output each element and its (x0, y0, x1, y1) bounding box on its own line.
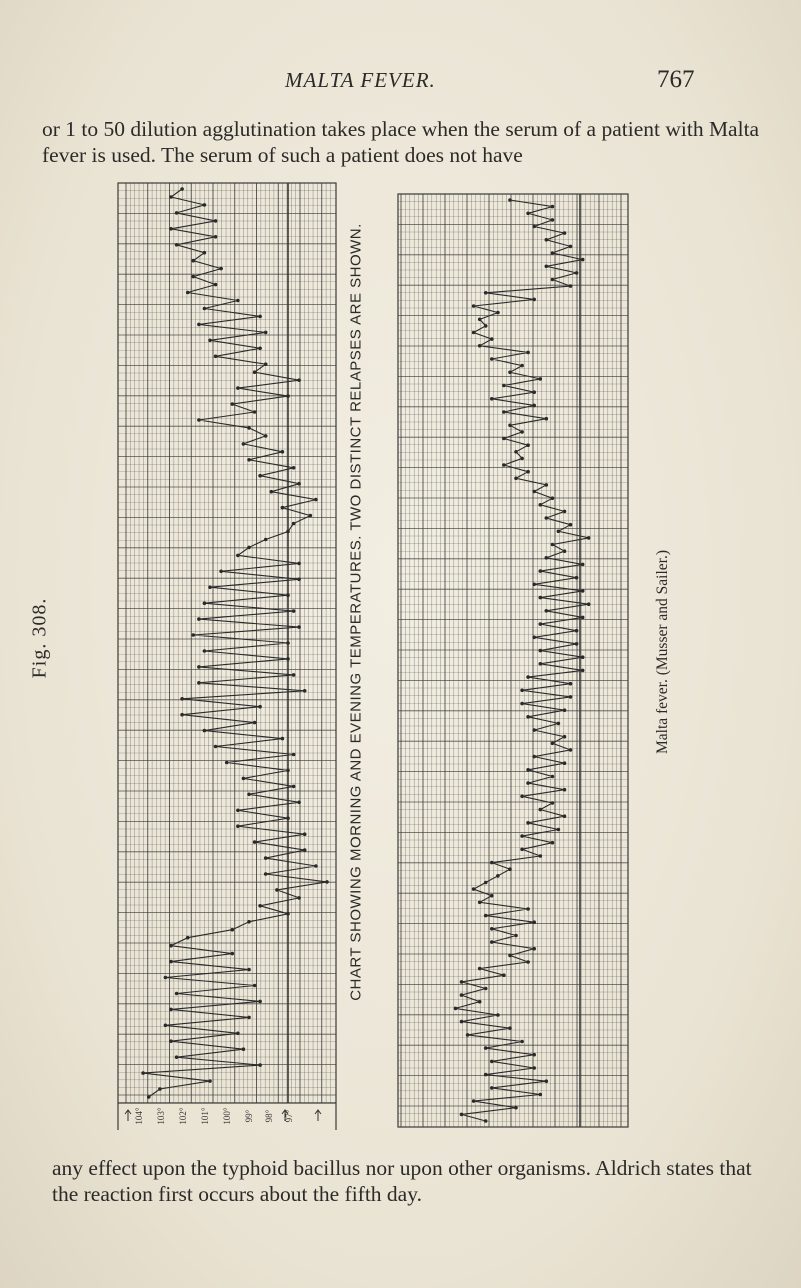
temperature-point (264, 856, 268, 860)
temperature-point (292, 753, 296, 757)
axis-tick-label: 99° (244, 1109, 254, 1123)
body-paragraph-top: or 1 to 50 dilution agglutination takes place when the serum of a patient with Malta fever is used. The serum of such a patient does not have (42, 117, 760, 167)
temperature-point (563, 814, 567, 818)
temperature-point (192, 259, 196, 263)
temperature-point (532, 490, 536, 494)
temperature-point (186, 936, 190, 940)
temperature-point (484, 1073, 488, 1077)
temperature-point (545, 417, 549, 421)
temperature-point (214, 283, 218, 287)
temperature-point (551, 251, 555, 255)
temperature-point (281, 737, 285, 741)
temperature-point (484, 1119, 488, 1123)
temperature-point (147, 1095, 151, 1099)
temperature-point (532, 298, 536, 302)
temperature-point (208, 585, 212, 589)
temperature-point (545, 238, 549, 242)
temperature-point (484, 914, 488, 918)
temperature-point (539, 1093, 543, 1097)
temperature-point (551, 775, 555, 779)
temperature-point (532, 1066, 536, 1070)
temperature-point (472, 1099, 476, 1103)
temperature-point (575, 629, 579, 633)
temperature-point (539, 377, 543, 381)
temperature-point (563, 761, 567, 765)
temperature-point (569, 682, 573, 686)
temperature-point (247, 426, 251, 430)
temperature-point (551, 278, 555, 282)
temperature-point (520, 430, 524, 434)
temperature-point (175, 1055, 179, 1059)
temperature-point (192, 275, 196, 279)
temperature-point (214, 235, 218, 239)
temperature-point (508, 954, 512, 958)
axis-tick-label: 103° (156, 1107, 166, 1125)
temperature-point (203, 251, 207, 255)
temperature-point (180, 187, 184, 191)
temperature-point (526, 768, 530, 772)
temperature-point (520, 689, 524, 693)
temperature-point (551, 218, 555, 222)
temperature-point (539, 622, 543, 626)
temperature-point (292, 609, 296, 613)
temperature-point (192, 633, 196, 637)
temperature-point (286, 769, 290, 773)
temperature-point (169, 195, 173, 199)
temperature-point (292, 522, 296, 526)
temperature-point (281, 506, 285, 510)
temperature-point (286, 657, 290, 661)
temperature-point (508, 424, 512, 428)
temperature-point (314, 498, 318, 502)
temperature-point (225, 761, 229, 765)
temperature-point (258, 1063, 262, 1067)
temperature-series-line (456, 200, 589, 1121)
temperature-point (575, 642, 579, 646)
temperature-point (539, 854, 543, 858)
temperature-point (526, 907, 530, 911)
temperature-point (253, 410, 257, 414)
temperature-point (557, 530, 561, 534)
temperature-point (175, 992, 179, 996)
temperature-point (297, 482, 301, 486)
temperature-point (508, 371, 512, 375)
temperature-point (532, 404, 536, 408)
temperature-point (581, 563, 585, 567)
temperature-point (484, 881, 488, 885)
page-number: 767 (657, 66, 695, 93)
temperature-point (545, 609, 549, 613)
temperature-point (203, 203, 207, 207)
temperature-point (286, 530, 290, 534)
temperature-point (514, 450, 518, 454)
temperature-point (208, 339, 212, 343)
axis-tick-label: 102° (178, 1107, 188, 1125)
temperature-point (247, 793, 251, 797)
temperature-point (587, 602, 591, 606)
temperature-point (208, 1079, 212, 1083)
temperature-point (514, 477, 518, 481)
temperature-point (292, 673, 296, 677)
temperature-point (581, 616, 585, 620)
temperature-point (236, 824, 240, 828)
temperature-point (484, 1046, 488, 1050)
temperature-point (236, 299, 240, 303)
temperature-point (203, 307, 207, 311)
temperature-point (575, 576, 579, 580)
temperature-point (203, 601, 207, 605)
temperature-point (203, 649, 207, 653)
temperature-point (490, 1086, 494, 1090)
temperature-point (297, 378, 301, 382)
temperature-point (197, 418, 201, 422)
temperature-point (514, 1106, 518, 1110)
temperature-point (581, 258, 585, 262)
temperature-point (490, 337, 494, 341)
temperature-point (242, 1047, 246, 1051)
temperature-point (253, 370, 257, 374)
temperature-point (484, 987, 488, 991)
temperature-point (496, 874, 500, 878)
temperature-point (532, 583, 536, 587)
temperature-point (545, 265, 549, 269)
temperature-point (539, 662, 543, 666)
temperature-point (490, 1060, 494, 1064)
temperature-point (478, 344, 482, 348)
temperature-point (460, 1113, 464, 1117)
temperature-point (569, 284, 573, 288)
temperature-point (292, 785, 296, 789)
axis-tick-label: 104° (134, 1107, 144, 1125)
temperature-point (569, 695, 573, 699)
temperature-point (496, 311, 500, 315)
temperature-point (539, 649, 543, 653)
temperature-point (247, 968, 251, 972)
temperature-point (502, 973, 506, 977)
temperature-point (551, 801, 555, 805)
temperature-point (490, 397, 494, 401)
tick-arrow (315, 1110, 321, 1121)
temperature-point (490, 927, 494, 931)
temperature-point (490, 357, 494, 361)
temperature-point (303, 832, 307, 836)
temperature-point (532, 920, 536, 924)
temperature-point (490, 861, 494, 865)
temperature-point (490, 940, 494, 944)
temperature-point (551, 496, 555, 500)
temperature-point (214, 219, 218, 223)
temperature-point (575, 271, 579, 275)
temperature-point (197, 323, 201, 327)
temperature-point (231, 402, 235, 406)
temperature-point (508, 867, 512, 871)
temperature-point (180, 697, 184, 701)
temperature-point (563, 788, 567, 792)
temperature-point (484, 291, 488, 295)
temperature-point (253, 984, 257, 988)
temperature-point (197, 665, 201, 669)
temperature-point (539, 503, 543, 507)
temperature-point (478, 1000, 482, 1004)
temperature-point (563, 735, 567, 739)
temperature-point (270, 490, 274, 494)
temperature-point (180, 713, 184, 717)
chart-title: CHART SHOWING MORNING AND EVENING TEMPERATURES. TWO DISTINCT RELAPSES ARE SHOWN. (347, 223, 365, 1001)
temperature-point (297, 562, 301, 566)
temperature-point (526, 675, 530, 679)
temperature-point (164, 976, 168, 980)
temperature-point (532, 1053, 536, 1057)
temperature-point (472, 887, 476, 891)
temperature-point (219, 267, 223, 271)
temperature-point (264, 362, 268, 366)
temperature-point (219, 570, 223, 574)
temperature-point (258, 1000, 262, 1004)
temperature-point (532, 636, 536, 640)
temperature-point (478, 967, 482, 971)
running-title: MALTA FEVER. (285, 68, 436, 92)
temperature-point (526, 212, 530, 216)
axis-tick-label: 101° (200, 1107, 210, 1125)
temperature-point (169, 1039, 173, 1043)
temperature-point (532, 728, 536, 732)
temperature-point (526, 781, 530, 785)
temperature-point (169, 960, 173, 964)
temperature-point (563, 708, 567, 712)
temperature-point (286, 912, 290, 916)
temperature-point (502, 437, 506, 441)
figure-caption: Malta fever. (Musser and Sailer.) (654, 549, 671, 755)
temperature-point (514, 934, 518, 938)
temperature-point (253, 840, 257, 844)
temperature-point (496, 1013, 500, 1017)
temperature-point (569, 245, 573, 249)
axis-tick-label: 97° (284, 1109, 294, 1123)
temperature-point (141, 1071, 145, 1075)
temperature-point (545, 1079, 549, 1083)
axis-tick-label: 100° (222, 1107, 232, 1125)
temperature-point (175, 243, 179, 247)
temperature-point (563, 510, 567, 514)
temperature-point (236, 554, 240, 558)
temperature-point (520, 702, 524, 706)
temperature-point (526, 821, 530, 825)
temperature-point (242, 777, 246, 781)
temperature-point (478, 318, 482, 322)
temperature-point (587, 536, 591, 540)
temperature-point (292, 466, 296, 470)
temperature-point (472, 304, 476, 308)
temperature-point (563, 549, 567, 553)
temperature-point (264, 434, 268, 438)
temperature-point (197, 681, 201, 685)
temperature-point (264, 538, 268, 542)
temperature-point (297, 896, 301, 900)
temperature-point (551, 742, 555, 746)
temperature-point (551, 543, 555, 547)
temperature-point (264, 872, 268, 876)
temperature-point (466, 1033, 470, 1037)
temperature-point (247, 1016, 251, 1020)
temperature-point (532, 390, 536, 394)
temperature-point (484, 324, 488, 328)
temperature-point (526, 351, 530, 355)
temperature-point (526, 443, 530, 447)
temperature-point (158, 1087, 162, 1091)
temperature-point (164, 1024, 168, 1028)
temperature-point (186, 291, 190, 295)
temperature-point (520, 1040, 524, 1044)
temperature-point (539, 596, 543, 600)
temperature-point (286, 816, 290, 820)
temperature-point (490, 894, 494, 898)
temperature-point (247, 546, 251, 550)
temperature-point (569, 748, 573, 752)
temperature-point (169, 227, 173, 231)
temperature-point (297, 625, 301, 629)
temperature-point (526, 715, 530, 719)
temperature-point (502, 463, 506, 467)
temperature-point (551, 205, 555, 209)
temperature-point (520, 834, 524, 838)
temperature-point (231, 952, 235, 956)
temperature-point (508, 1026, 512, 1030)
temperature-point (236, 809, 240, 813)
temperature-point (520, 364, 524, 368)
temperature-point (557, 828, 561, 832)
temperature-point (539, 808, 543, 812)
temperature-point (502, 410, 506, 414)
temperature-point (258, 315, 262, 319)
temperature-point (520, 848, 524, 852)
temperature-point (520, 795, 524, 799)
temperature-point (581, 655, 585, 659)
temperature-point (557, 722, 561, 726)
temperature-point (169, 1008, 173, 1012)
temperature-point (236, 386, 240, 390)
temperature-point (460, 993, 464, 997)
temperature-point (214, 355, 218, 359)
temperature-point (551, 841, 555, 845)
body-paragraph-bottom: any effect upon the typhoid bacillus nor upon other organisms. Aldrich states that the reaction first occurs about the fifth day. (52, 1156, 752, 1206)
temperature-point (297, 801, 301, 805)
temperature-point (197, 617, 201, 621)
temperature-point (236, 1032, 240, 1036)
temperature-point (569, 523, 573, 527)
temperature-point (258, 705, 262, 709)
temperature-point (508, 198, 512, 202)
temperature-point (532, 755, 536, 759)
temperature-point (460, 980, 464, 984)
temperature-point (258, 904, 262, 908)
temperature-point (545, 483, 549, 487)
temperature-point (258, 474, 262, 478)
temperature-point (247, 920, 251, 924)
temperature-point (242, 442, 246, 446)
temperature-point (214, 745, 218, 749)
temperature-point (314, 864, 318, 868)
temperature-point (454, 1007, 458, 1011)
temperature-point (581, 669, 585, 673)
temperature-point (526, 470, 530, 474)
temperature-point (502, 384, 506, 388)
temperature-point (563, 231, 567, 235)
temperature-point (303, 848, 307, 852)
temperature-point (303, 689, 307, 693)
temperature-point (297, 578, 301, 582)
temperature-point (286, 394, 290, 398)
temperature-point (264, 331, 268, 335)
temperature-point (520, 457, 524, 461)
temperature-point (203, 729, 207, 733)
temperature-point (472, 331, 476, 335)
temperature-point (478, 901, 482, 905)
temperature-point (253, 721, 257, 725)
temperature-point (175, 211, 179, 215)
temperature-point (545, 556, 549, 560)
tick-arrow (125, 1110, 131, 1121)
temperature-point (532, 225, 536, 229)
axis-tick-label: 98° (264, 1109, 274, 1123)
temperature-point (309, 514, 313, 518)
temperature-point (286, 641, 290, 645)
temperature-point (169, 944, 173, 948)
temperature-point (275, 888, 279, 892)
temperature-point (325, 880, 329, 884)
temperature-point (532, 947, 536, 951)
temperature-point (581, 589, 585, 593)
temperature-point (539, 569, 543, 573)
temperature-point (281, 450, 285, 454)
figure-label: Fig. 308. (28, 597, 51, 679)
temperature-point (460, 1020, 464, 1024)
temperature-point (258, 347, 262, 351)
chart-2-frame (398, 194, 628, 1127)
temperature-point (286, 593, 290, 597)
temperature-point (247, 458, 251, 462)
temperature-point (545, 516, 549, 520)
temperature-point (231, 928, 235, 932)
temperature-point (526, 960, 530, 964)
